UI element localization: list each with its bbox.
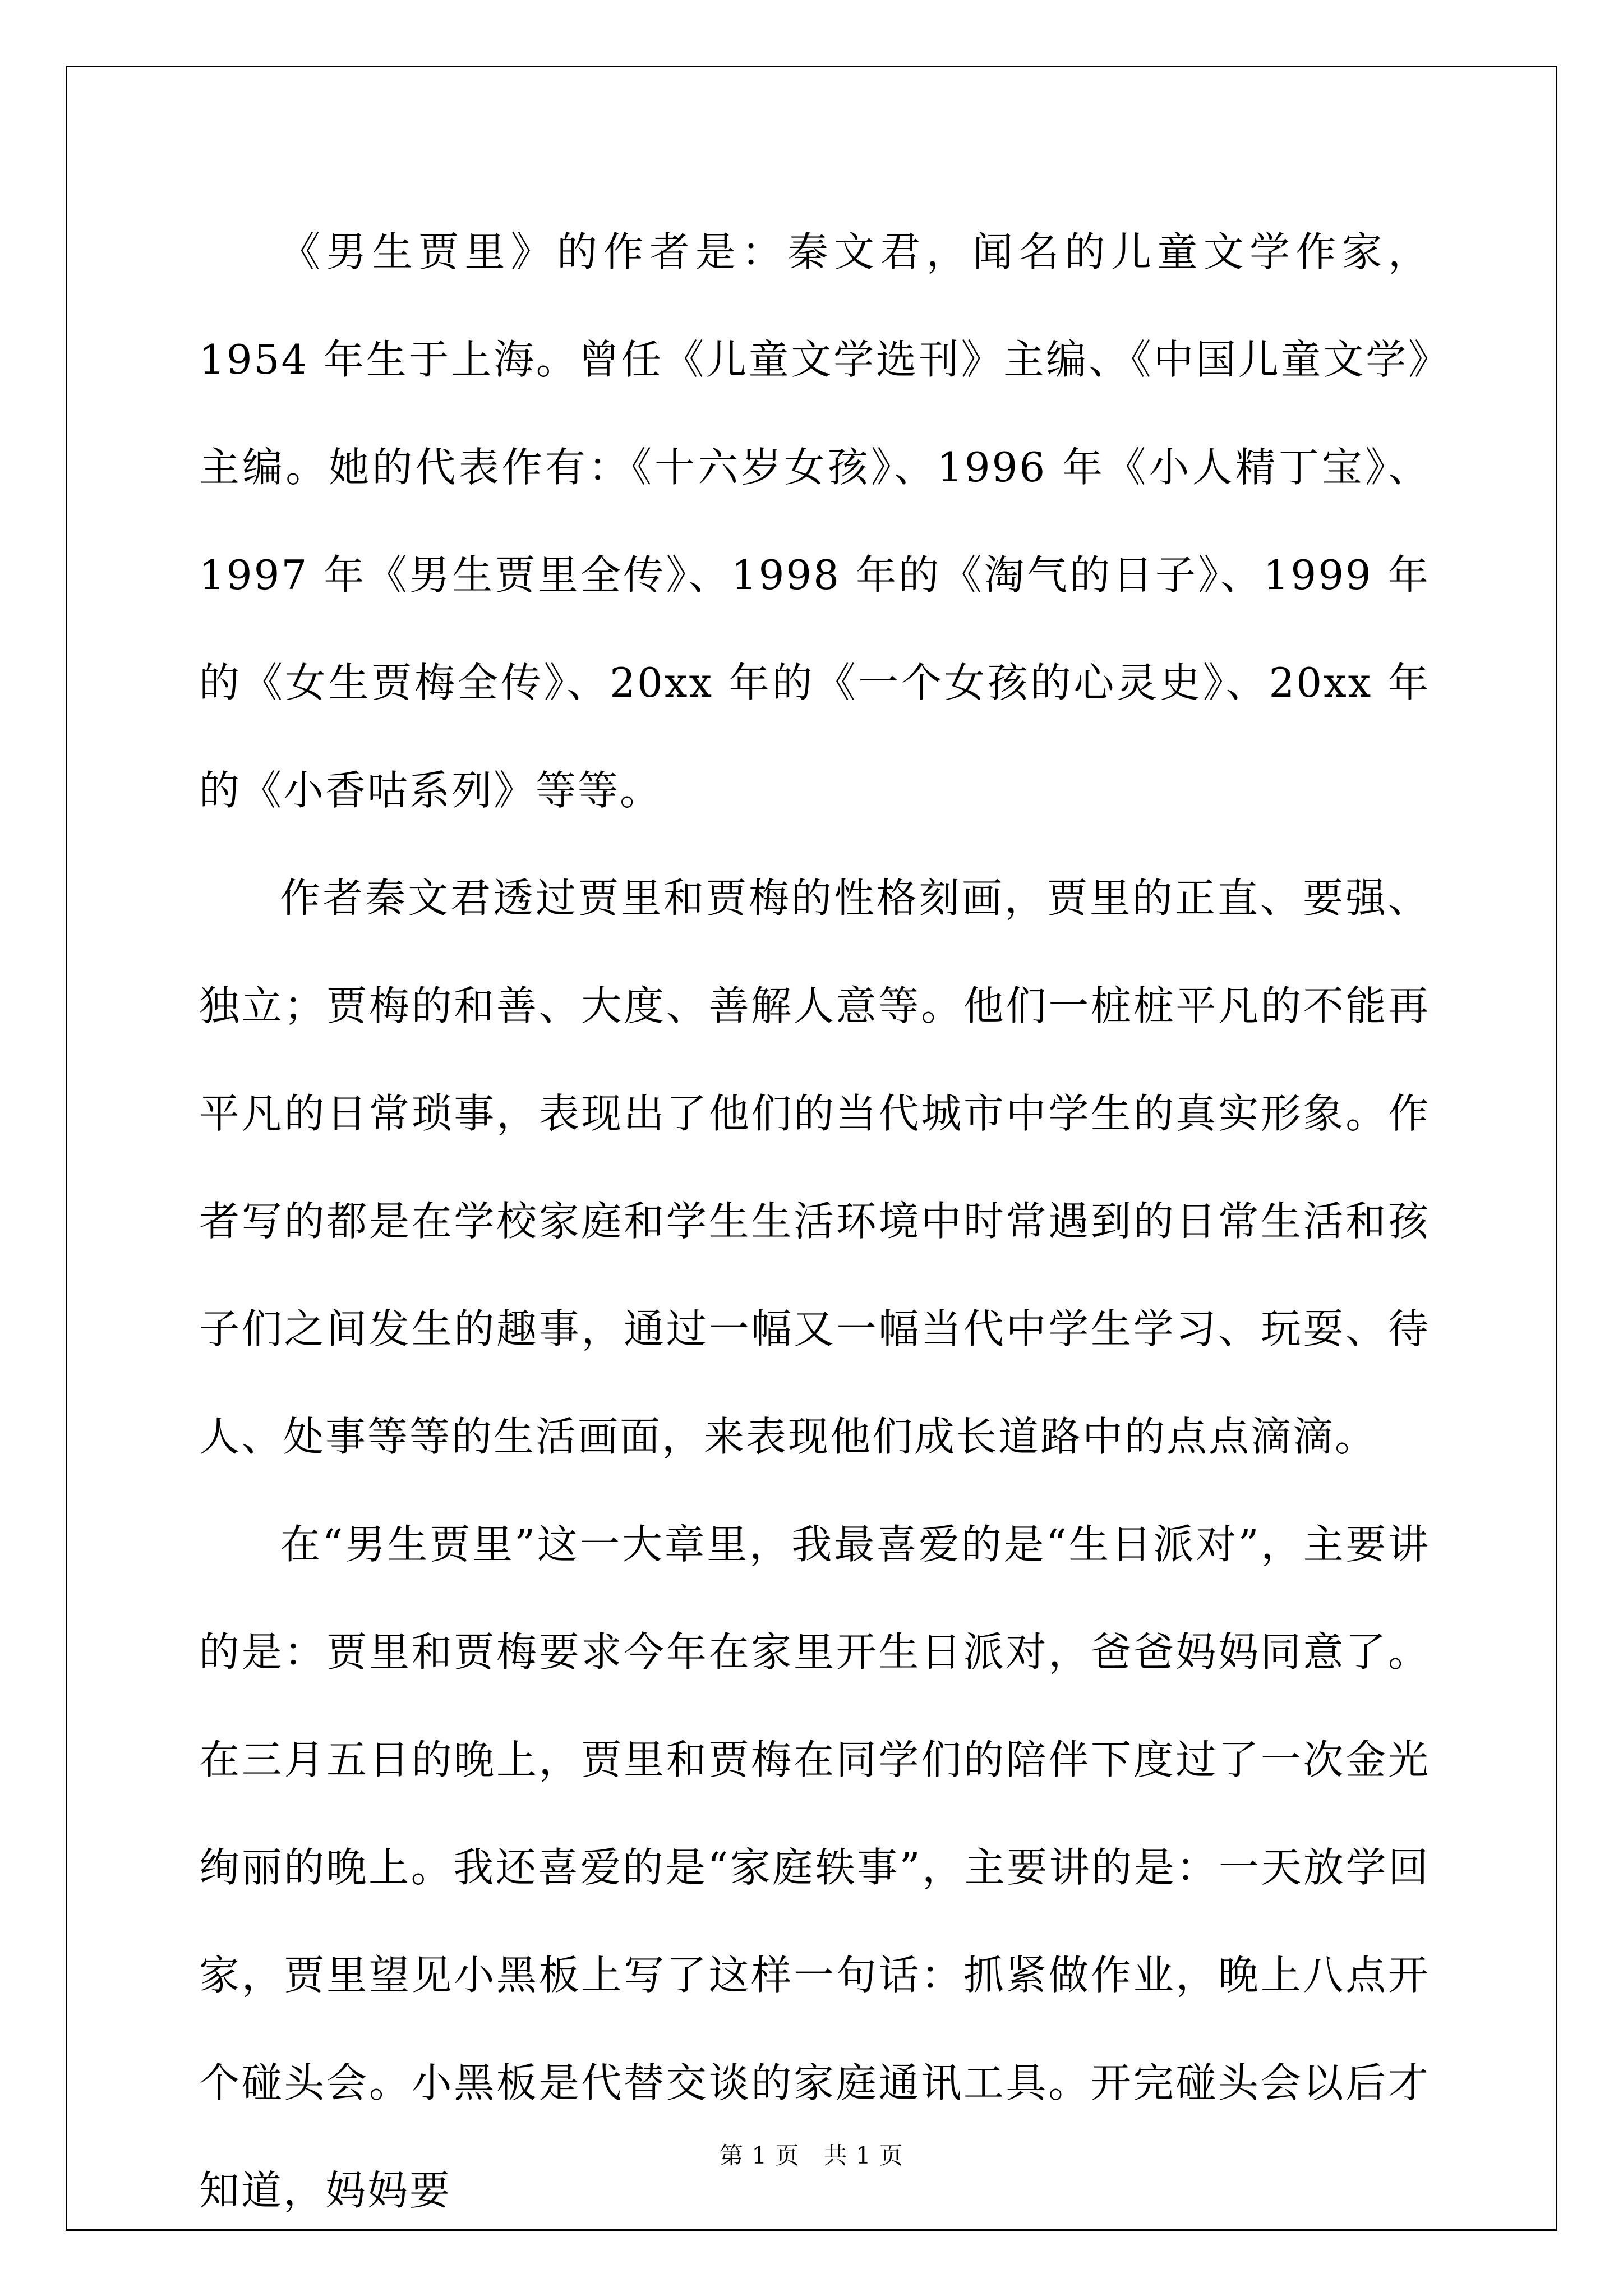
paragraph-1: 《男生贾里》的作者是：秦文君，闻名的儿童文学作家，1954 年生于上海。曾任《儿童文学选刊》主编、《中国儿童文学》主编。她的代表作有：《十六岁女孩》、1996 年《小人精丁宝》、1997 年《男生贾里全传》、1998 年的《淘气的日子》、1999 年的《女生贾梅全传》、20xx 年的《一个女孩的心灵史》、20xx 年的《小香咕系列》等等。	[199, 228, 1430, 814]
paragraph-3: 在“男生贾里”这一大章里，我最喜爱的是“生日派对”，主要讲的是：贾里和贾梅要求今年在家里开生日派对，爸爸妈妈同意了。在三月五日的晚上，贾里和贾梅在同学们的陪伴下度过了一次金光绚丽的晚上。我还喜爱的是“家庭轶事”，主要讲的是：一天放学回家，贾里望见小黑板上写了这样一句话：抓紧做作业，晚上八点开个碰头会。小黑板是代替交谈的家庭通讯工具。开完碰头会以后才知道，妈妈要	[199, 1521, 1430, 2214]
page-number-footer: 第 1 页 共 1 页	[720, 2142, 903, 2169]
paragraph-2: 作者秦文君透过贾里和贾梅的性格刻画，贾里的正直、要强、独立；贾梅的和善、大度、善解人意等。他们一桩桩平凡的不能再平凡的日常琐事，表现出了他们的当代城市中学生的真实形象。作者写的都是在学校家庭和学生生活环境中时常遇到的日常生活和孩子们之间发生的趣事，通过一幅又一幅当代中学生学习、玩耍、待人、处事等等的生活画面，来表现他们成长道路中的点点滴滴。	[199, 875, 1430, 1460]
document-body	[199, 198, 1430, 2244]
